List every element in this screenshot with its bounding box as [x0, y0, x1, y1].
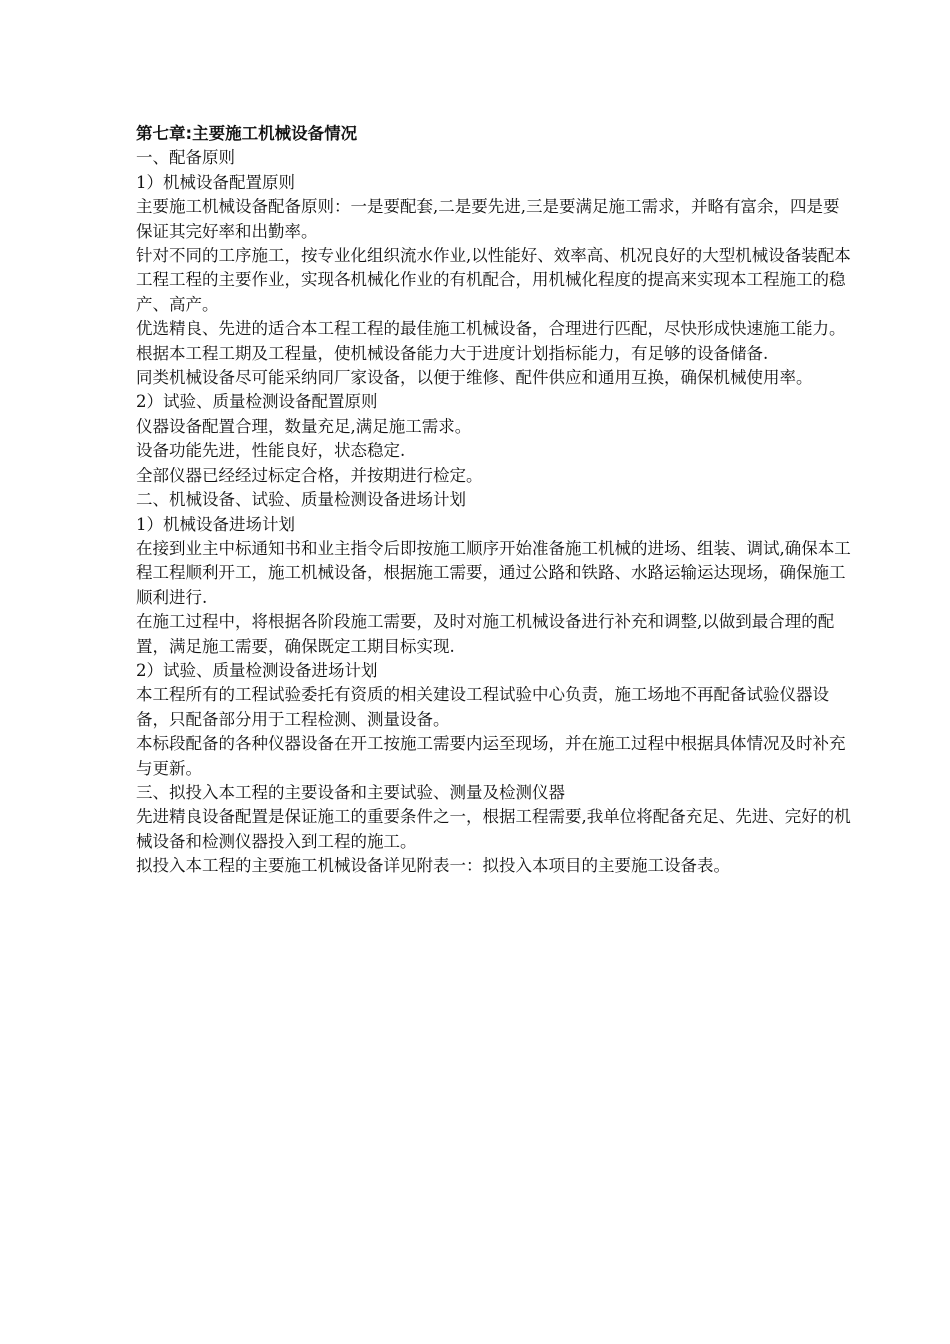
subsection-heading-2-2: 2）试验、质量检测设备进场计划 [136, 660, 378, 680]
paragraph: 主要施工机械设备配备原则：一是要配套,二是要先进,三是要满足施工需求，并略有富余，四是要保证其完好率和出勤率。 [136, 197, 840, 241]
paragraph: 在施工过程中，将根据各阶段施工需要，及时对施工机械设备进行补充和调整,以做到最合理的配置，满足施工需要，确保既定工期目标实现. [136, 612, 835, 656]
paragraph: 仪器设备配置合理，数量充足,满足施工需求。 [136, 416, 472, 436]
paragraph: 设备功能先进，性能良好，状态稳定. [136, 441, 406, 461]
section-heading-1: 一、配备原则 [136, 148, 235, 168]
paragraph: 根据本工程工期及工程量，使机械设备能力大于进度计划指标能力，有足够的设备储备. [136, 343, 769, 363]
paragraph: 本工程所有的工程试验委托有资质的相关建设工程试验中心负责，施工场地不再配备试验仪器设备，只配备部分用于工程检测、测量设备。 [136, 685, 829, 729]
paragraph: 在接到业主中标通知书和业主指令后即按施工顺序开始准备施工机械的进场、组装、调试,确保本工程工程顺利开工，施工机械设备，根据施工需要，通过公路和铁路、水路运输运达现场，确保施工顺利进行. [136, 538, 851, 607]
paragraph: 拟投入本工程的主要施工机械设备详见附表一：拟投入本项目的主要施工设备表。 [136, 856, 730, 876]
section-heading-3: 三、拟投入本工程的主要设备和主要试验、测量及检测仪器 [136, 782, 565, 802]
paragraph: 针对不同的工序施工，按专业化组织流水作业,以性能好、效率高、机况良好的大型机械设备装配本工程工程的主要作业，实现各机械化作业的有机配合，用机械化程度的提高来实现本工程施工的稳产、高产。 [136, 246, 851, 314]
subsection-heading-1-2: 2）试验、质量检测设备配置原则 [136, 392, 378, 412]
chapter-title: 第七章:主要施工机械设备情况 [136, 124, 358, 143]
paragraph: 全部仪器已经经过标定合格，并按期进行检定。 [136, 465, 483, 485]
paragraph: 本标段配备的各种仪器设备在开工按施工需要内运至现场，并在施工过程中根据具体情况及时补充与更新。 [136, 734, 846, 778]
subsection-heading-1-1: 1）机械设备配置原则 [136, 172, 295, 192]
paragraph: 同类机械设备尽可能采纳同厂家设备，以便于维修、配件供应和通用互换，确保机械使用率。 [136, 368, 813, 388]
document-body [136, 122, 852, 879]
paragraph: 先进精良设备配置是保证施工的重要条件之一，根据工程需要,我单位将配备充足、先进、完好的机械设备和检测仪器投入到工程的施工。 [136, 807, 851, 851]
subsection-heading-2-1: 1）机械设备进场计划 [136, 514, 295, 534]
paragraph: 优选精良、先进的适合本工程工程的最佳施工机械设备，合理进行匹配，尽快形成快速施工能力。 [136, 319, 846, 339]
section-heading-2: 二、机械设备、试验、质量检测设备进场计划 [136, 490, 466, 510]
